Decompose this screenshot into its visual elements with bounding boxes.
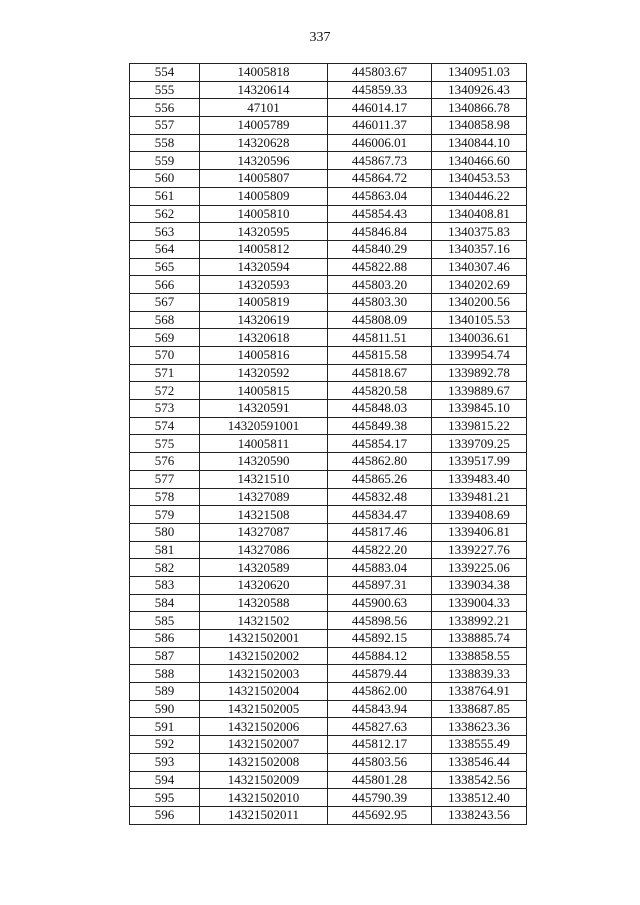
point-id-cell: 14321510: [200, 470, 328, 488]
x-coordinate-cell: 445862.00: [328, 683, 432, 701]
point-id-cell: 14321502007: [200, 736, 328, 754]
row-number-cell: 581: [130, 541, 200, 559]
x-coordinate-cell: 446011.37: [328, 117, 432, 135]
y-coordinate-cell: 1338555.49: [432, 736, 527, 754]
y-coordinate-cell: 1339406.81: [432, 523, 527, 541]
point-id-cell: 14005812: [200, 240, 328, 258]
y-coordinate-cell: 1338839.33: [432, 665, 527, 683]
x-coordinate-cell: 445892.15: [328, 630, 432, 648]
point-id-cell: 14320595: [200, 223, 328, 241]
table-row: [130, 187, 527, 205]
row-number-cell: 583: [130, 576, 200, 594]
table-row: [130, 258, 527, 276]
point-id-cell: 14005816: [200, 347, 328, 365]
point-id-cell: 14321502005: [200, 700, 328, 718]
x-coordinate-cell: 445832.48: [328, 488, 432, 506]
point-id-cell: 14320614: [200, 81, 328, 99]
x-coordinate-cell: 445859.33: [328, 81, 432, 99]
row-number-cell: 570: [130, 347, 200, 365]
table-row: [130, 630, 527, 648]
point-id-cell: 14320619: [200, 311, 328, 329]
row-number-cell: 590: [130, 700, 200, 718]
table-row: [130, 99, 527, 117]
row-number-cell: 563: [130, 223, 200, 241]
y-coordinate-cell: 1340844.10: [432, 134, 527, 152]
row-number-cell: 560: [130, 170, 200, 188]
x-coordinate-cell: 445879.44: [328, 665, 432, 683]
table-row: [130, 806, 527, 824]
point-id-cell: 14321502004: [200, 683, 328, 701]
point-id-cell: 14005789: [200, 117, 328, 135]
x-coordinate-cell: 445854.43: [328, 205, 432, 223]
row-number-cell: 589: [130, 683, 200, 701]
x-coordinate-cell: 445864.72: [328, 170, 432, 188]
x-coordinate-cell: 445803.56: [328, 753, 432, 771]
x-coordinate-cell: 445790.39: [328, 789, 432, 807]
row-number-cell: 585: [130, 612, 200, 630]
x-coordinate-cell: 445883.04: [328, 559, 432, 577]
x-coordinate-cell: 445897.31: [328, 576, 432, 594]
y-coordinate-cell: 1339034.38: [432, 576, 527, 594]
table-row: [130, 576, 527, 594]
x-coordinate-cell: 445801.28: [328, 771, 432, 789]
row-number-cell: 584: [130, 594, 200, 612]
row-number-cell: 576: [130, 453, 200, 471]
y-coordinate-cell: 1338243.56: [432, 806, 527, 824]
row-number-cell: 569: [130, 329, 200, 347]
y-coordinate-cell: 1338885.74: [432, 630, 527, 648]
y-coordinate-cell: 1340307.46: [432, 258, 527, 276]
row-number-cell: 556: [130, 99, 200, 117]
y-coordinate-cell: 1339815.22: [432, 417, 527, 435]
y-coordinate-cell: 1339845.10: [432, 400, 527, 418]
y-coordinate-cell: 1339481.21: [432, 488, 527, 506]
row-number-cell: 591: [130, 718, 200, 736]
row-number-cell: 586: [130, 630, 200, 648]
table-row: [130, 771, 527, 789]
point-id-cell: 14320588: [200, 594, 328, 612]
y-coordinate-cell: 1338512.40: [432, 789, 527, 807]
x-coordinate-cell: 445803.20: [328, 276, 432, 294]
table-row: [130, 170, 527, 188]
table-row: [130, 417, 527, 435]
x-coordinate-cell: 445863.04: [328, 187, 432, 205]
table-row: [130, 559, 527, 577]
x-coordinate-cell: 445834.47: [328, 506, 432, 524]
point-id-cell: 14005815: [200, 382, 328, 400]
x-coordinate-cell: 445846.84: [328, 223, 432, 241]
point-id-cell: 14321502010: [200, 789, 328, 807]
y-coordinate-cell: 1338764.91: [432, 683, 527, 701]
table-row: [130, 488, 527, 506]
table-row: [130, 240, 527, 258]
point-id-cell: 14320628: [200, 134, 328, 152]
x-coordinate-cell: 445867.73: [328, 152, 432, 170]
table-row: [130, 789, 527, 807]
table-row: [130, 506, 527, 524]
point-id-cell: 14005818: [200, 64, 328, 82]
y-coordinate-cell: 1340453.53: [432, 170, 527, 188]
x-coordinate-cell: 445822.88: [328, 258, 432, 276]
x-coordinate-cell: 445822.20: [328, 541, 432, 559]
table-row: [130, 647, 527, 665]
y-coordinate-cell: 1340202.69: [432, 276, 527, 294]
row-number-cell: 566: [130, 276, 200, 294]
row-number-cell: 562: [130, 205, 200, 223]
y-coordinate-cell: 1339227.76: [432, 541, 527, 559]
table-row: [130, 205, 527, 223]
table-row: [130, 453, 527, 471]
point-id-cell: 14005807: [200, 170, 328, 188]
x-coordinate-cell: 445692.95: [328, 806, 432, 824]
point-id-cell: 14321502: [200, 612, 328, 630]
point-id-cell: 47101: [200, 99, 328, 117]
y-coordinate-cell: 1340036.61: [432, 329, 527, 347]
y-coordinate-cell: 1338858.55: [432, 647, 527, 665]
table-row: [130, 541, 527, 559]
point-id-cell: 14321502001: [200, 630, 328, 648]
table-row: [130, 594, 527, 612]
y-coordinate-cell: 1339889.67: [432, 382, 527, 400]
y-coordinate-cell: 1339004.33: [432, 594, 527, 612]
x-coordinate-cell: 446014.17: [328, 99, 432, 117]
row-number-cell: 573: [130, 400, 200, 418]
y-coordinate-cell: 1339483.40: [432, 470, 527, 488]
row-number-cell: 592: [130, 736, 200, 754]
point-id-cell: 14327089: [200, 488, 328, 506]
table-row: [130, 223, 527, 241]
y-coordinate-cell: 1340105.53: [432, 311, 527, 329]
x-coordinate-cell: 445840.29: [328, 240, 432, 258]
point-id-cell: 14321502009: [200, 771, 328, 789]
table-row: [130, 152, 527, 170]
table-row: [130, 736, 527, 754]
x-coordinate-cell: 445812.17: [328, 736, 432, 754]
coordinate-table: [129, 63, 527, 825]
row-number-cell: 580: [130, 523, 200, 541]
y-coordinate-cell: 1340200.56: [432, 293, 527, 311]
row-number-cell: 559: [130, 152, 200, 170]
page-number: 337: [309, 30, 331, 45]
point-id-cell: 14321502002: [200, 647, 328, 665]
x-coordinate-cell: 445818.67: [328, 364, 432, 382]
row-number-cell: 577: [130, 470, 200, 488]
row-number-cell: 588: [130, 665, 200, 683]
x-coordinate-cell: 445803.67: [328, 64, 432, 82]
table-row: [130, 364, 527, 382]
row-number-cell: 595: [130, 789, 200, 807]
x-coordinate-cell: 445900.63: [328, 594, 432, 612]
table-row: [130, 718, 527, 736]
point-id-cell: 14321502011: [200, 806, 328, 824]
x-coordinate-cell: 445862.80: [328, 453, 432, 471]
y-coordinate-cell: 1340926.43: [432, 81, 527, 99]
table-row: [130, 400, 527, 418]
x-coordinate-cell: 445811.51: [328, 329, 432, 347]
table-row: [130, 117, 527, 135]
table-row: [130, 470, 527, 488]
point-id-cell: 14320620: [200, 576, 328, 594]
y-coordinate-cell: 1340357.16: [432, 240, 527, 258]
y-coordinate-cell: 1339954.74: [432, 347, 527, 365]
point-id-cell: 14327086: [200, 541, 328, 559]
row-number-cell: 578: [130, 488, 200, 506]
row-number-cell: 565: [130, 258, 200, 276]
row-number-cell: 554: [130, 64, 200, 82]
y-coordinate-cell: 1338623.36: [432, 718, 527, 736]
y-coordinate-cell: 1340408.81: [432, 205, 527, 223]
row-number-cell: 557: [130, 117, 200, 135]
point-id-cell: 14327087: [200, 523, 328, 541]
y-coordinate-cell: 1339517.99: [432, 453, 527, 471]
row-number-cell: 571: [130, 364, 200, 382]
point-id-cell: 14005809: [200, 187, 328, 205]
y-coordinate-cell: 1338992.21: [432, 612, 527, 630]
y-coordinate-cell: 1338546.44: [432, 753, 527, 771]
y-coordinate-cell: 1338687.85: [432, 700, 527, 718]
table-row: [130, 311, 527, 329]
x-coordinate-cell: 445808.09: [328, 311, 432, 329]
table-row: [130, 612, 527, 630]
row-number-cell: 561: [130, 187, 200, 205]
x-coordinate-cell: 445884.12: [328, 647, 432, 665]
x-coordinate-cell: 445817.46: [328, 523, 432, 541]
y-coordinate-cell: 1340466.60: [432, 152, 527, 170]
row-number-cell: 593: [130, 753, 200, 771]
table-row: [130, 276, 527, 294]
x-coordinate-cell: 445843.94: [328, 700, 432, 718]
table-row: [130, 293, 527, 311]
y-coordinate-cell: 1340951.03: [432, 64, 527, 82]
point-id-cell: 14320592: [200, 364, 328, 382]
y-coordinate-cell: 1339892.78: [432, 364, 527, 382]
row-number-cell: 574: [130, 417, 200, 435]
point-id-cell: 14321502006: [200, 718, 328, 736]
table-row: [130, 329, 527, 347]
row-number-cell: 567: [130, 293, 200, 311]
x-coordinate-cell: 445854.17: [328, 435, 432, 453]
y-coordinate-cell: 1339408.69: [432, 506, 527, 524]
coordinate-table-body: [130, 64, 527, 825]
row-number-cell: 596: [130, 806, 200, 824]
row-number-cell: 582: [130, 559, 200, 577]
x-coordinate-cell: 445815.58: [328, 347, 432, 365]
point-id-cell: 14320591001: [200, 417, 328, 435]
point-id-cell: 14320589: [200, 559, 328, 577]
y-coordinate-cell: 1340375.83: [432, 223, 527, 241]
point-id-cell: 14320593: [200, 276, 328, 294]
point-id-cell: 14320596: [200, 152, 328, 170]
x-coordinate-cell: 445820.58: [328, 382, 432, 400]
table-row: [130, 134, 527, 152]
point-id-cell: 14321502003: [200, 665, 328, 683]
x-coordinate-cell: 445898.56: [328, 612, 432, 630]
table-row: [130, 81, 527, 99]
row-number-cell: 575: [130, 435, 200, 453]
point-id-cell: 14005819: [200, 293, 328, 311]
point-id-cell: 14320594: [200, 258, 328, 276]
point-id-cell: 14321502008: [200, 753, 328, 771]
y-coordinate-cell: 1340446.22: [432, 187, 527, 205]
table-row: [130, 435, 527, 453]
table-row: [130, 665, 527, 683]
table-row: [130, 64, 527, 82]
row-number-cell: 568: [130, 311, 200, 329]
y-coordinate-cell: 1340858.98: [432, 117, 527, 135]
point-id-cell: 14005810: [200, 205, 328, 223]
x-coordinate-cell: 445827.63: [328, 718, 432, 736]
table-row: [130, 683, 527, 701]
table-row: [130, 382, 527, 400]
row-number-cell: 572: [130, 382, 200, 400]
table-row: [130, 700, 527, 718]
x-coordinate-cell: 445803.30: [328, 293, 432, 311]
row-number-cell: 558: [130, 134, 200, 152]
point-id-cell: 14005811: [200, 435, 328, 453]
y-coordinate-cell: 1339709.25: [432, 435, 527, 453]
table-row: [130, 753, 527, 771]
point-id-cell: 14321508: [200, 506, 328, 524]
row-number-cell: 587: [130, 647, 200, 665]
point-id-cell: 14320590: [200, 453, 328, 471]
row-number-cell: 594: [130, 771, 200, 789]
x-coordinate-cell: 445848.03: [328, 400, 432, 418]
table-row: [130, 523, 527, 541]
point-id-cell: 14320618: [200, 329, 328, 347]
x-coordinate-cell: 445849.38: [328, 417, 432, 435]
x-coordinate-cell: 446006.01: [328, 134, 432, 152]
point-id-cell: 14320591: [200, 400, 328, 418]
row-number-cell: 564: [130, 240, 200, 258]
y-coordinate-cell: 1339225.06: [432, 559, 527, 577]
table-row: [130, 347, 527, 365]
row-number-cell: 555: [130, 81, 200, 99]
y-coordinate-cell: 1340866.78: [432, 99, 527, 117]
x-coordinate-cell: 445865.26: [328, 470, 432, 488]
y-coordinate-cell: 1338542.56: [432, 771, 527, 789]
row-number-cell: 579: [130, 506, 200, 524]
